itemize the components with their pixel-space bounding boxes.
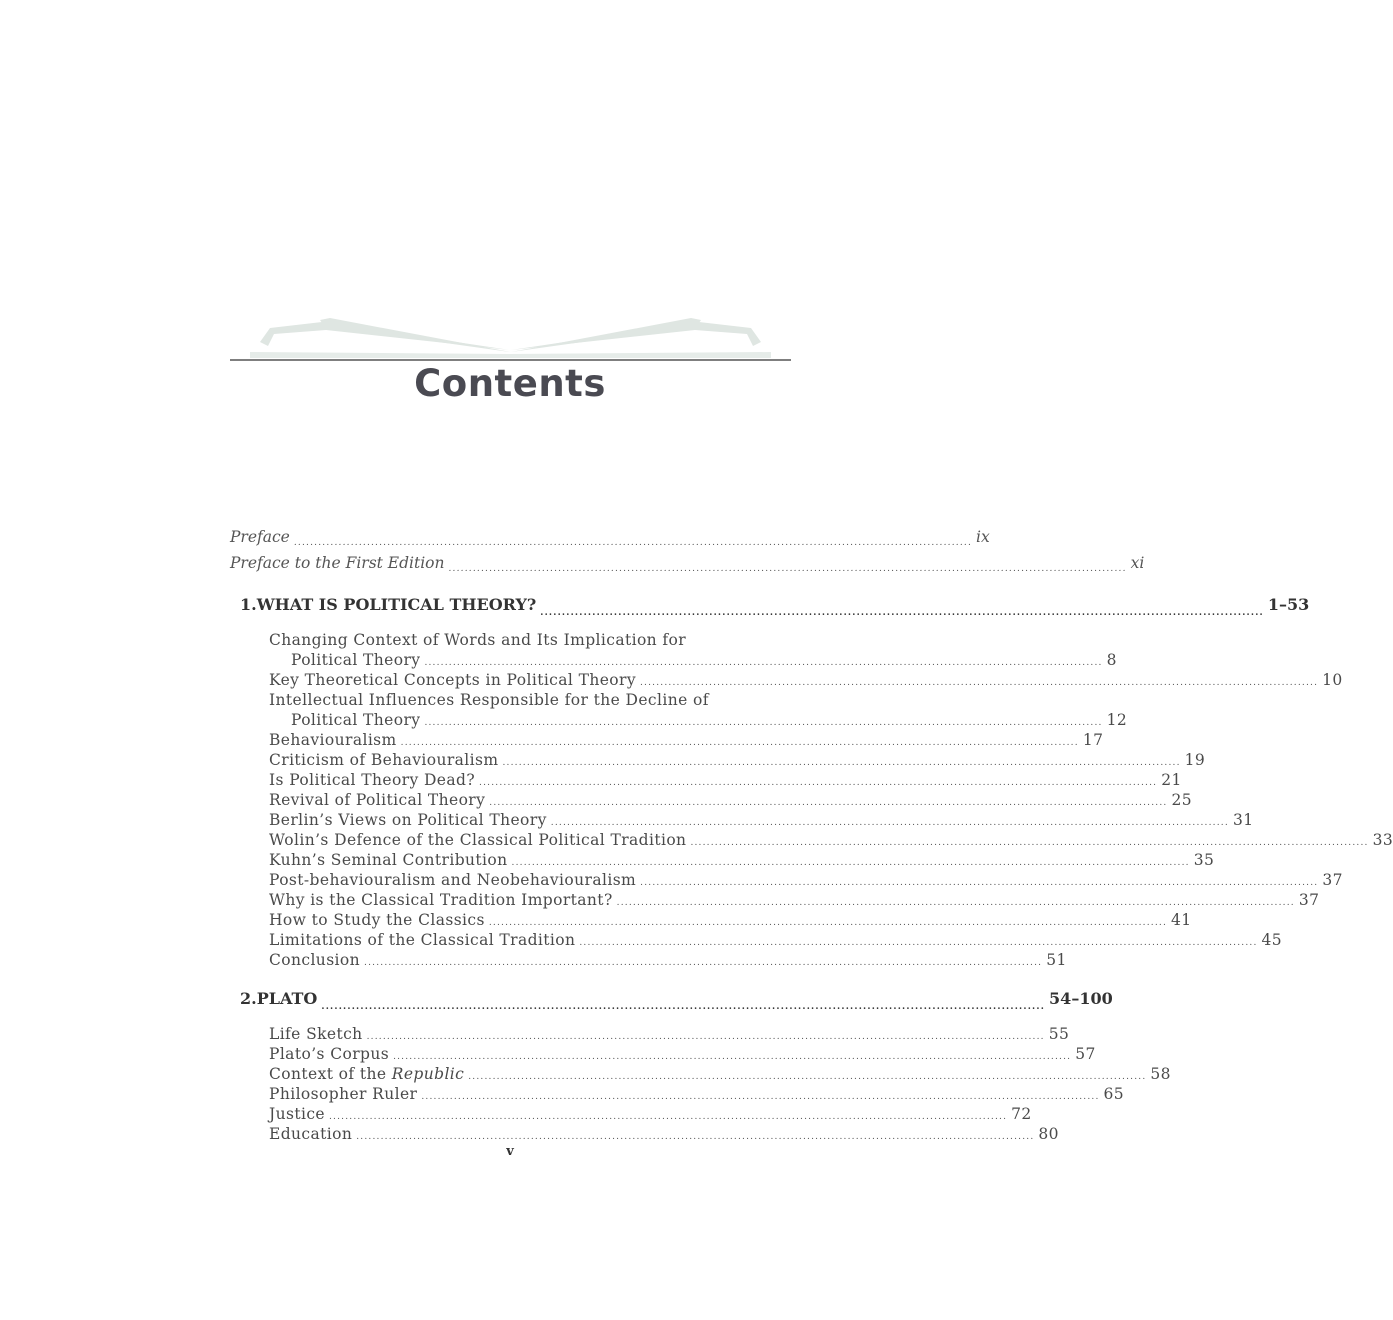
section-page: 58 (1150, 1065, 1171, 1083)
section-title-italic: Republic (391, 1065, 465, 1083)
section-page: 51 (1046, 951, 1067, 969)
leader-dots: ....................................................................................................................................................................... (489, 798, 1168, 808)
section-page: 21 (1161, 771, 1182, 789)
section-page: 65 (1103, 1085, 1125, 1103)
toc-entry-preface-first-edition[interactable] (230, 550, 1145, 576)
leader-dots: ....................................................................................................................................................................... (364, 958, 1043, 968)
leader-dots: ....................................................................................................................................................................... (400, 738, 1079, 748)
section-page: 55 (1048, 1025, 1070, 1043)
toc-section[interactable] (230, 910, 1192, 930)
leader-dots: ....................................................................................................................................................................... (424, 658, 1103, 668)
section-page: 17 (1082, 731, 1104, 749)
leader-dots: ....................................................................................................................................................................... (579, 938, 1258, 948)
leader-dots: ....................................................................................................................................................................... (540, 608, 1264, 618)
toc-section[interactable] (230, 810, 1254, 830)
section-title: Plato’s Corpus (269, 1045, 390, 1063)
section-title (269, 1064, 464, 1084)
leader-dots: ....................................................................................................................................................................... (448, 564, 1127, 574)
leader-dots: ....................................................................................................................................................................... (468, 1072, 1147, 1082)
toc-entry-title: Preface (230, 528, 290, 546)
toc-section[interactable] (230, 930, 1283, 950)
section-title: Berlin’s Views on Political Theory (269, 811, 547, 829)
section-page: 57 (1075, 1045, 1096, 1063)
section-title: Wolin’s Defence of the Classical Political Tradition (269, 831, 687, 849)
leader-dots: ....................................................................................................................................................................... (690, 838, 1369, 848)
toc-section[interactable] (230, 1064, 1171, 1084)
leader-dots: ....................................................................................................................................................................... (424, 718, 1103, 728)
leader-dots: ....................................................................................................................................................................... (393, 1052, 1072, 1062)
section-title: Limitations of the Classical Tradition (269, 931, 576, 949)
leader-dots: ....................................................................................................................................................................... (366, 1032, 1045, 1042)
leader-dots: ....................................................................................................................................................................... (321, 1002, 1046, 1012)
section-title: How to Study the Classics (269, 911, 485, 929)
section-title: Political Theory (291, 711, 421, 729)
toc-entry-title: Preface to the First Edition (230, 554, 445, 572)
toc-entry-page: xi (1130, 554, 1145, 572)
leader-dots: ....................................................................................................................................................................... (550, 818, 1229, 828)
chapter-pages: 1–53 (1267, 595, 1310, 614)
table-of-contents (230, 524, 1393, 1144)
toc-section[interactable] (230, 750, 1206, 770)
chapter-number: 1. (240, 595, 257, 614)
toc-section[interactable] (230, 870, 1343, 890)
toc-section[interactable] (230, 850, 1215, 870)
leader-dots: ....................................................................................................................................................................... (356, 1132, 1035, 1142)
section-title: Philosopher Ruler (269, 1085, 418, 1103)
section-title: Key Theoretical Concepts in Political Theory (269, 671, 636, 689)
section-title: Political Theory (291, 651, 421, 669)
toc-section[interactable] (230, 770, 1182, 790)
section-page: 25 (1171, 791, 1192, 809)
leader-dots: ....................................................................................................................................................................... (511, 858, 1190, 868)
section-title: Behaviouralism (269, 731, 397, 749)
leader-dots: ....................................................................................................................................................................... (502, 758, 1181, 768)
section-page: 33 (1372, 831, 1393, 849)
chapter-pages: 54–100 (1049, 989, 1113, 1008)
toc-section-line[interactable]: Intellectual Influences Responsible for the Decline of (269, 691, 709, 709)
leader-dots: ....................................................................................................................................................................... (329, 1112, 1008, 1122)
toc-section[interactable] (230, 830, 1393, 850)
section-title: Is Political Theory Dead? (269, 771, 476, 789)
section-page: 72 (1011, 1105, 1032, 1123)
section-page: 35 (1193, 851, 1215, 869)
toc-section[interactable] (230, 1124, 1059, 1144)
toc-section[interactable] (230, 790, 1192, 810)
toc-section[interactable] (230, 890, 1320, 910)
section-title: Revival of Political Theory (269, 791, 486, 809)
leader-dots: ....................................................................................................................................................................... (616, 898, 1295, 908)
chapter-title: PLATO (256, 989, 318, 1008)
section-title: Kuhn’s Seminal Contribution (269, 851, 508, 869)
toc-section[interactable] (230, 950, 1067, 970)
section-page: 10 (1322, 671, 1343, 689)
section-title: Why is the Classical Tradition Important? (269, 891, 613, 909)
toc-section[interactable] (230, 1104, 1032, 1124)
leader-dots: ....................................................................................................................................................................... (421, 1092, 1100, 1102)
section-page: 45 (1261, 931, 1283, 949)
toc-section-line[interactable]: Changing Context of Words and Its Implication for (269, 631, 687, 649)
toc-section[interactable] (230, 670, 1343, 690)
leader-dots: ....................................................................................................................................................................... (479, 778, 1158, 788)
section-page: 41 (1171, 911, 1192, 929)
section-title: Justice (269, 1105, 325, 1123)
section-page: 8 (1106, 651, 1117, 669)
page-number: v (506, 1144, 514, 1159)
section-title-prefix: Context of the (269, 1065, 387, 1083)
section-title: Post-behaviouralism and Neobehaviouralism (269, 871, 637, 889)
leader-dots: ....................................................................................................................................................................... (293, 538, 973, 548)
section-page: 12 (1106, 711, 1128, 729)
toc-section[interactable] (230, 710, 1128, 730)
section-page: 80 (1038, 1125, 1059, 1143)
toc-section[interactable] (230, 1024, 1070, 1044)
section-title: Criticism of Behaviouralism (269, 751, 499, 769)
section-page: 31 (1232, 811, 1254, 829)
section-title: Education (269, 1125, 353, 1143)
toc-entry-preface[interactable] (230, 524, 990, 550)
toc-section[interactable] (230, 730, 1104, 750)
leader-dots: ....................................................................................................................................................................... (488, 918, 1168, 928)
toc-section[interactable] (230, 1044, 1096, 1064)
toc-section[interactable] (230, 1084, 1125, 1104)
book-ornament-icon (230, 316, 791, 362)
section-title: Life Sketch (269, 1025, 363, 1043)
section-page: 37 (1298, 891, 1320, 909)
chapter-number: 2. (240, 989, 257, 1008)
leader-dots: ....................................................................................................................................................................... (640, 878, 1319, 888)
chapter-title: WHAT IS POLITICAL THEORY? (256, 595, 537, 614)
toc-section[interactable] (230, 650, 1117, 670)
section-title: Conclusion (269, 951, 361, 969)
leader-dots: ....................................................................................................................................................................... (639, 678, 1319, 688)
page-title: Contents (414, 362, 606, 405)
toc-chapter-2[interactable] (230, 984, 1113, 1014)
section-page: 19 (1184, 751, 1206, 769)
toc-chapter-1[interactable] (230, 590, 1310, 620)
section-page: 37 (1322, 871, 1343, 889)
toc-entry-page: ix (976, 528, 990, 546)
